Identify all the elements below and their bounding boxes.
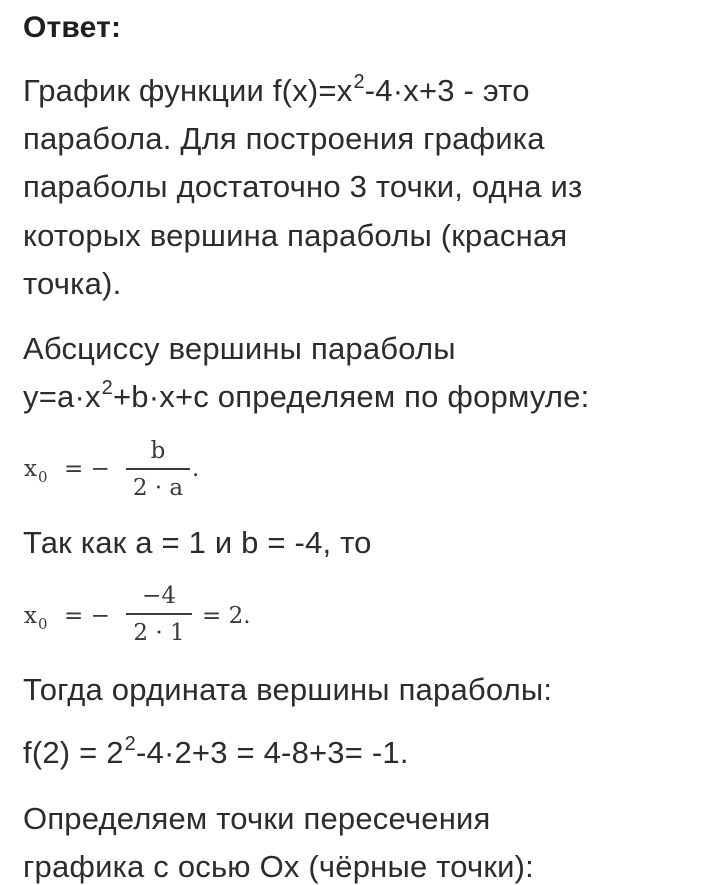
ordinate-computation-text: f(2) = 2 bbox=[23, 735, 124, 770]
intro-line-4: которых вершина параболы (красная bbox=[23, 218, 568, 253]
formula-tail: . bbox=[192, 456, 200, 482]
intro-line-2: парабола. Для построения графика bbox=[23, 121, 545, 156]
formula2-equals-minus: = − bbox=[64, 603, 110, 629]
intro-line-5: точка). bbox=[23, 266, 122, 301]
ordinate-computation-text-end: -4·2+3 = 4-8+3= -1. bbox=[136, 735, 409, 770]
answer-heading: Ответ: bbox=[23, 11, 122, 44]
formula-lhs-subscript: 0 bbox=[37, 468, 48, 486]
fraction-bar bbox=[126, 468, 190, 470]
abscissa-line-2-text-end: +b·x+c определяем по формуле: bbox=[113, 379, 590, 414]
intersection-line-2: графика с осью Ox (чёрные точки): bbox=[23, 849, 534, 884]
formula2-numerator: −4 bbox=[142, 583, 176, 609]
formula2-denominator: 2 · 1 bbox=[133, 620, 185, 646]
given-values-line: Так как a = 1 и b = -4, то bbox=[23, 525, 372, 560]
intro-line-1-text-end: -4·x+3 - это bbox=[364, 73, 530, 108]
vertex-computation-formula bbox=[24, 583, 324, 653]
formula2-lhs-subscript: 0 bbox=[37, 615, 48, 633]
formula-lhs bbox=[24, 456, 48, 486]
abscissa-line-2 bbox=[23, 379, 589, 419]
ordinate-heading-line: Тогда ордината вершины параболы: bbox=[23, 672, 553, 707]
formula-denominator: 2 · a bbox=[132, 475, 184, 501]
formula-numerator: b bbox=[150, 438, 166, 464]
formula-fraction bbox=[126, 438, 190, 501]
formula-lhs-var: x bbox=[24, 456, 37, 482]
formula2-fraction bbox=[126, 583, 192, 646]
abscissa-line-2-text: y=a·x bbox=[23, 379, 101, 414]
vertex-formula bbox=[24, 438, 324, 508]
formula2-lhs-var: x bbox=[24, 603, 37, 629]
intro-line-3: параболы достаточно 3 точки, одна из bbox=[23, 169, 583, 204]
abscissa-line-1: Абсциссу вершины параболы bbox=[23, 331, 456, 366]
formula2-lhs bbox=[24, 603, 48, 633]
formula2-result: = 2. bbox=[202, 603, 251, 629]
intro-line-1-text: График функции f(x)=x bbox=[23, 73, 353, 108]
ordinate-computation-line bbox=[23, 735, 409, 775]
intersection-line-1: Определяем точки пересечения bbox=[23, 801, 491, 836]
abscissa-line-2-exponent: 2 bbox=[101, 377, 113, 399]
intro-line-1-exponent: 2 bbox=[353, 71, 365, 93]
intro-line-1 bbox=[23, 73, 530, 113]
formula-equals-minus: = − bbox=[64, 456, 110, 482]
ordinate-computation-exponent: 2 bbox=[124, 733, 136, 755]
fraction2-bar bbox=[126, 613, 192, 615]
